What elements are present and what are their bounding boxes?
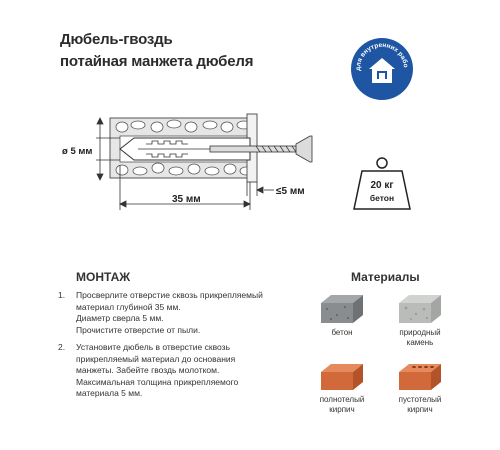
natural-stone-icon <box>397 293 443 325</box>
material-label: бетон <box>331 328 353 337</box>
montage-steps <box>58 290 298 406</box>
product-title: Дюбель-гвоздь <box>60 31 173 48</box>
montage-step <box>58 342 298 400</box>
step-text: Установите дюбель в отверстие сквозь прикрепляемый материал до основания манжеты. Забейте гвоздь молотком. Максимальная толщина прикрепляемого материала 5 мм. <box>76 342 239 398</box>
material-label: природный камень <box>399 328 441 347</box>
step-number: 2. <box>58 342 66 352</box>
material-hollow-brick <box>388 362 452 415</box>
solid-brick-icon <box>319 362 365 392</box>
material-label: полнотелый кирпич <box>319 395 365 414</box>
indoor-use-badge <box>348 35 416 103</box>
material-label: пустотелый кирпич <box>398 395 442 414</box>
thickness-label: ≤5 мм <box>276 186 305 197</box>
material-natural-stone <box>388 293 452 348</box>
weight-material: бетон <box>369 193 395 203</box>
product-subtitle: потайная манжета дюбеля <box>60 53 254 70</box>
diameter-label: ø 5 мм <box>62 146 93 157</box>
load-weight-icon <box>350 155 414 211</box>
weight-value: 20 кг <box>370 180 394 191</box>
hollow-brick-icon <box>397 362 443 392</box>
length-label: 35 мм <box>172 194 201 205</box>
montage-heading: МОНТАЖ <box>76 270 131 284</box>
step-text: Просверлите отверстие сквозь прикрепляемый материал глубиной 35 мм. Диаметр сверла 5 мм. Прочистите отверстие от пыли. <box>76 290 263 335</box>
step-number: 1. <box>58 290 66 300</box>
concrete-icon <box>319 293 365 325</box>
material-solid-brick <box>310 362 374 415</box>
product-title-block <box>60 31 253 70</box>
dowel-diagram <box>60 100 330 220</box>
montage-step <box>58 290 298 336</box>
badge-text: для внутренних рабо <box>354 41 409 71</box>
materials-heading: Материалы <box>351 270 420 284</box>
material-concrete <box>310 293 374 338</box>
